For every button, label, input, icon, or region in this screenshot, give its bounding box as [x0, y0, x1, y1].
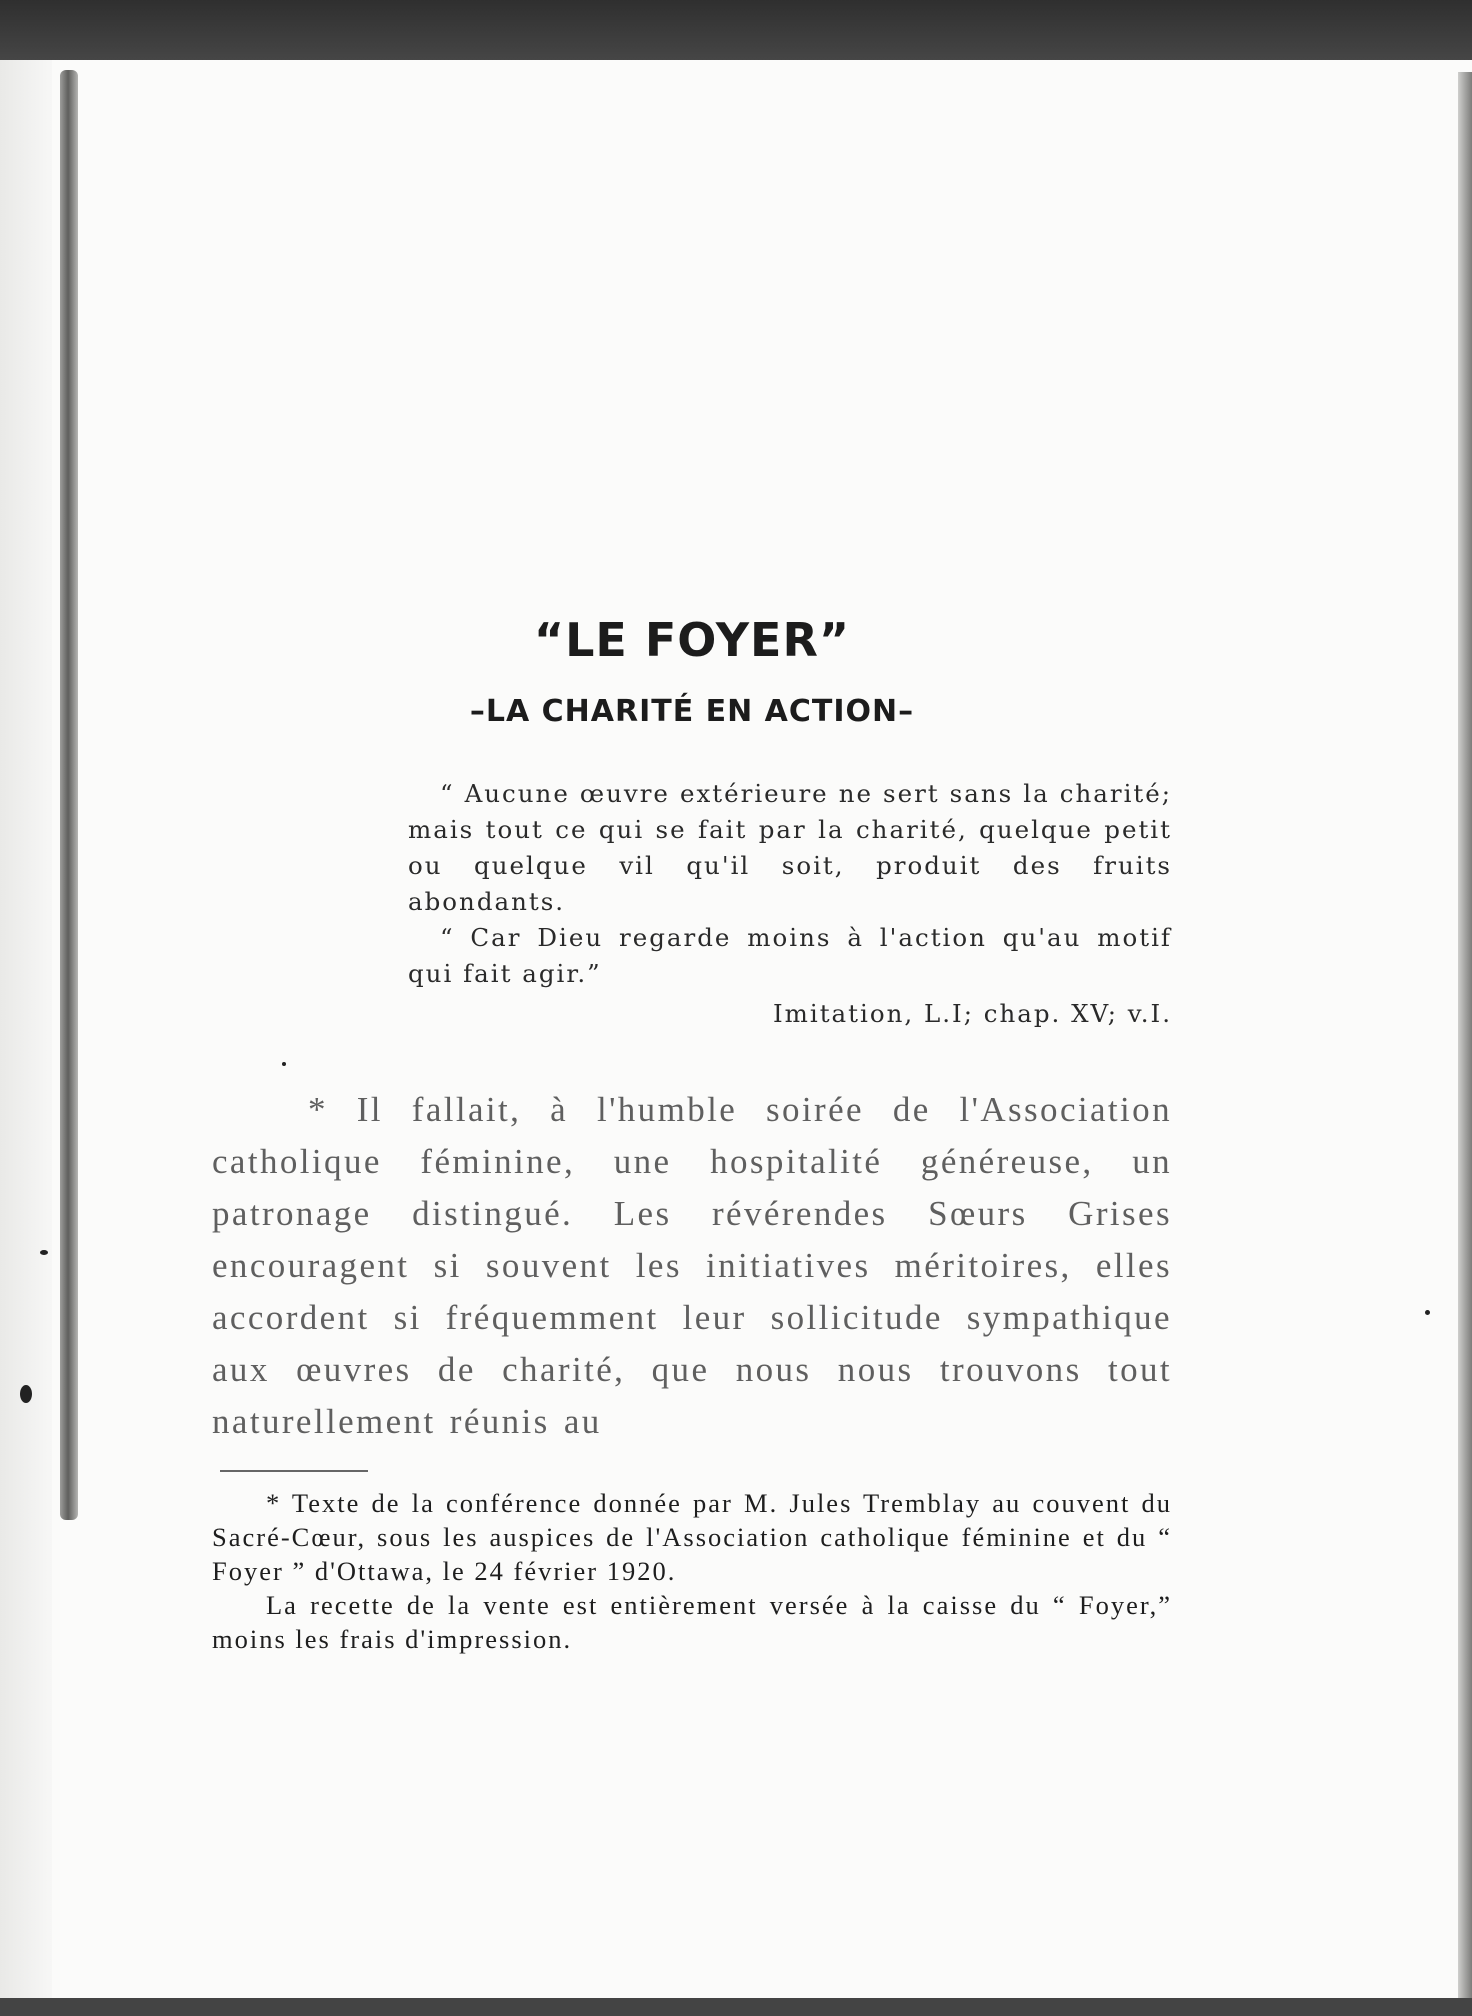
ink-speck	[1425, 1310, 1430, 1315]
binding-shadow	[60, 70, 78, 1520]
ink-speck	[40, 1250, 48, 1255]
footnote-paragraph: * Texte de la conférence donnée par M. Jules Tremblay au couvent du Sacré-Cœur, sous les auspices de l'Association catholique féminine et du “ Foyer ” d'Ottawa, le 24 février 1920.	[212, 1488, 1172, 1586]
footnote-paragraph: La recette de la vente est entièrement versée à la caisse du “ Foyer,” moins les frais d'impression.	[212, 1590, 1172, 1654]
epigraph-paragraph: “ Aucune œuvre extérieure ne sert sans la charité; mais tout ce qui se fait par la charité, quelque petit ou quelque vil qu'il soit, produit des fruits abondants.	[408, 779, 1172, 916]
epigraph	[408, 776, 1172, 1032]
body-paragraph: * Il fallait, à l'humble soirée de l'Association catholique féminine, une hospitalité généreuse, un patronage distingué. Les révérendes Sœurs Grises encouragent si souvent les initiatives méritoires, elles accordent si fréquemment leur sollicitude sympathique aux œuvres de charité, que nous nous trouvons tout naturellement réunis au	[212, 1090, 1172, 1441]
epigraph-paragraph: “ Car Dieu regarde moins à l'action qu'au motif qui fait agir.”	[408, 923, 1172, 988]
ink-speck	[20, 1385, 32, 1403]
page-content	[212, 610, 1172, 1656]
page-title: “LE FOYER”	[533, 613, 851, 667]
scanner-bottom-border	[0, 1998, 1472, 2016]
footnote	[212, 1486, 1172, 1656]
footnote-divider	[220, 1470, 368, 1472]
page-right-edge	[1458, 72, 1472, 2016]
page-subtitle: –LA CHARITÉ EN ACTION–	[469, 694, 915, 729]
page-gutter	[0, 60, 52, 2016]
epigraph-source: Imitation, L.I; chap. XV; v.I.	[772, 999, 1172, 1028]
